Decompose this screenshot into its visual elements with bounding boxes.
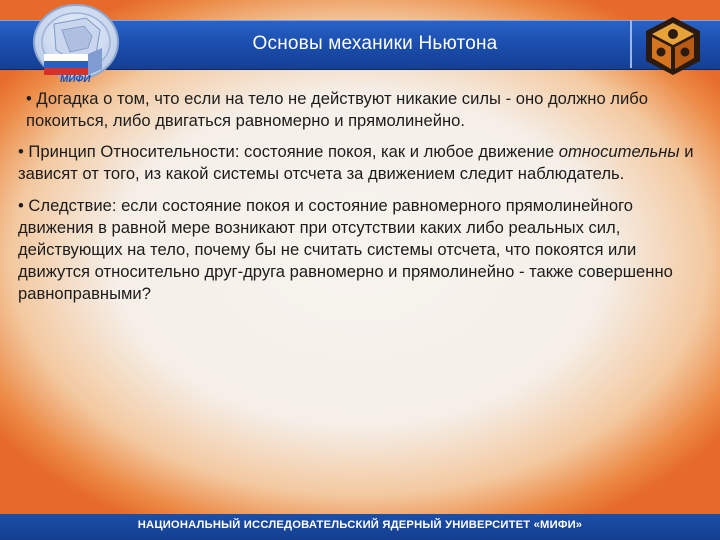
bullet-paragraph-3: • Следствие: если состояние покоя и состояние равномерного прямолинейного движения в равной мере возникают при отсутствии каких либо реальных сил, действующих на тело, почему бы не считать системы отсчета, что покоятся или движутся относительно друг-друга равномерно и прямолинейно - также совершенно равноправными? (18, 196, 673, 303)
slide-content (18, 88, 708, 305)
cube-logo-icon (642, 15, 704, 77)
footer-text: НАЦИОНАЛЬНЫЙ ИССЛЕДОВАТЕЛЬСКИЙ ЯДЕРНЫЙ УНИВЕРСИТЕТ «МИФИ» (137, 519, 583, 531)
bullet-paragraph-2-start: • Принцип Относительности: состояние покоя, как и любое движение (18, 142, 559, 161)
bullet-paragraph-1: • Догадка о том, что если на тело не действуют никакие силы - оно должно либо покоиться, либо двигаться равномерно и прямолинейно. (26, 89, 648, 130)
header-divider (630, 20, 632, 68)
page-title: Основы механики Ньютона (252, 33, 498, 54)
footer-bar (0, 514, 720, 540)
bullet-paragraph-2-end: и зависят от того, из какой системы отсчета за движением следит наблюдатель. (18, 142, 694, 183)
mephi-logo-label: МИФИ (60, 74, 91, 85)
bullet-paragraph-2 (18, 141, 708, 185)
emphasis-text: относительны (558, 142, 680, 161)
